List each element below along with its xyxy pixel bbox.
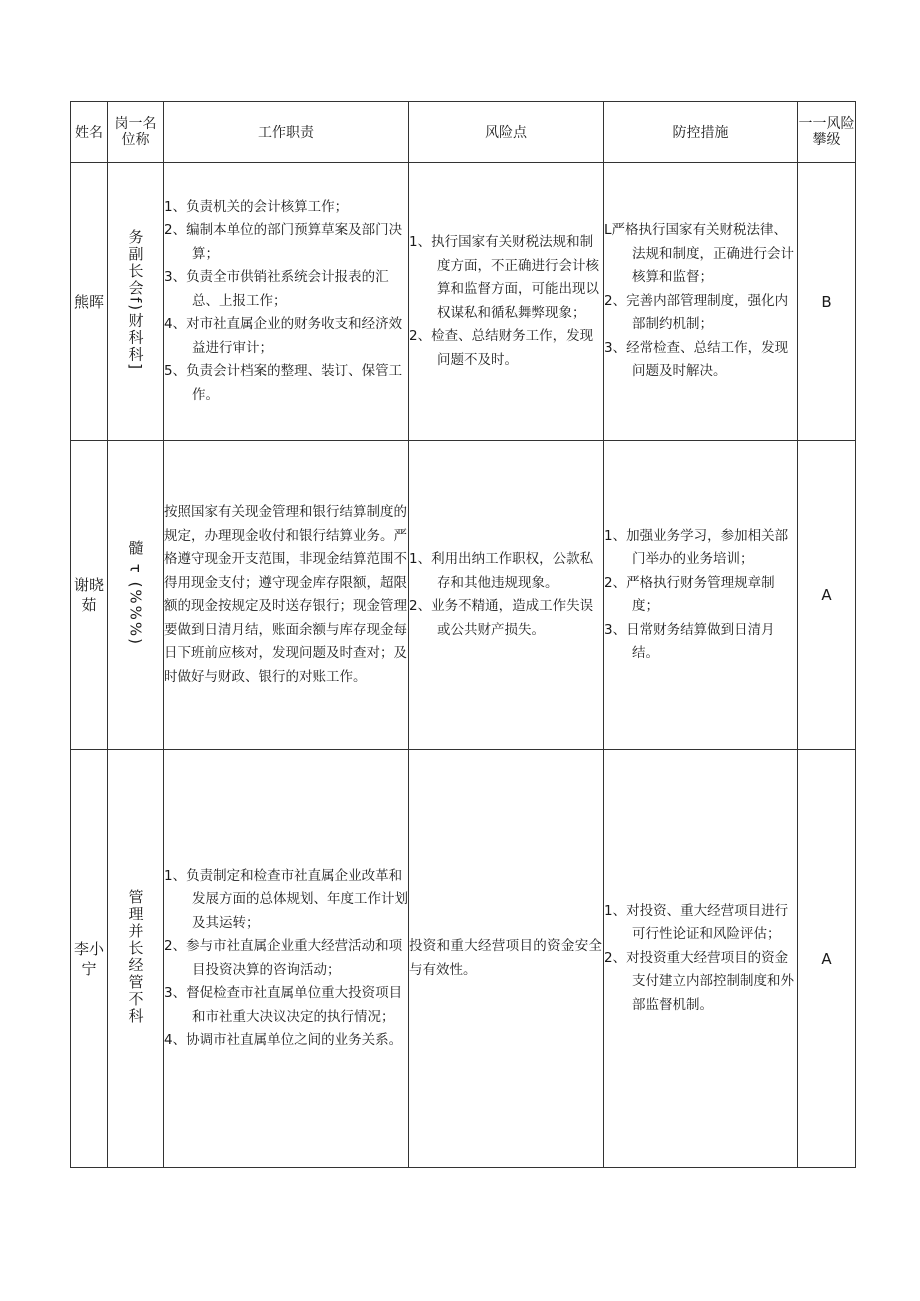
measure-item: 2、严格执行财务管理规章制度；: [604, 574, 775, 614]
header-measures: 防控措施: [604, 102, 798, 163]
position-cell: [108, 441, 164, 750]
duty-item: 3、督促检查市社直属单位重大投资项目和市社重大决议决定的执行情况；: [164, 985, 403, 1025]
risk-item: 2、业务不精通，造成工作失误或公共财产损失。: [409, 598, 594, 638]
header-duties: 工作职责: [164, 102, 409, 163]
duties-cell: [164, 441, 409, 750]
risk-control-table: [70, 101, 856, 1168]
measure-item: 3、日常财务结算做到日清月结。: [604, 621, 775, 661]
duties-cell: [164, 750, 409, 1168]
position-title: 务副长会f)财科科]: [126, 228, 145, 371]
measure-item: 3、经常检查、总结工作，发现问题及时解决。: [604, 339, 789, 380]
table-row: [71, 441, 856, 750]
duty-item: 4、对市社直属企业的财务收支和经济效益进行审计；: [164, 316, 403, 356]
duty-item: 1、负责制定和检查市社直属企业改革和发展方面的总体规划、年度工作计划及其运转；: [164, 867, 408, 931]
duty-item: 3、负责全市供销社系统会计报表的汇总、上报工作；: [164, 269, 389, 309]
measures-cell: [604, 163, 798, 441]
header-risk-points: 风险点: [409, 102, 604, 163]
measure-item: 1、对投资、重大经营项目进行可行性论证和风险评估；: [604, 902, 789, 943]
measure-item: L严格执行国家有关财税法律、法规和制度，正确进行会计核算和监督；: [604, 222, 794, 286]
staff-name: 熊晖: [71, 163, 108, 441]
header-name: 姓名: [71, 102, 108, 163]
position-cell: [108, 163, 164, 441]
risk-level: B: [798, 163, 856, 441]
measure-item: 1、加强业务学习，参加相关部门举办的业务培训；: [604, 527, 789, 567]
header-row: [71, 102, 856, 163]
position-title: 髓 τ (%%%): [126, 539, 145, 647]
position-title: 管理并长经管不科: [126, 888, 145, 1025]
measure-item: 2、完善内部管理制度，强化内部制约机制；: [604, 292, 789, 333]
header-risk-level: 一一风险攀级: [798, 102, 856, 163]
duty-item: 5、负责会计档案的整理、装订、保管工作。: [164, 363, 403, 403]
measure-item: 2、对投资重大经营项目的资金支付建立内部控制制度和外部监督机制。: [604, 949, 794, 1013]
duty-item: 2、编制本单位的部门预算草案及部门决算；: [164, 222, 403, 262]
duty-item: 1、负责机关的会计核算工作；: [164, 198, 349, 215]
risk-points-cell: [409, 163, 604, 441]
duty-item: 2、参与市社直属企业重大经营活动和项目投资决算的咨询活动；: [164, 938, 403, 978]
staff-name: 谢晓茹: [71, 441, 108, 750]
staff-name: 李小宁: [71, 750, 108, 1168]
table-row: [71, 163, 856, 441]
risk-item: 1、执行国家有关财税法规和制度方面，不正确进行会计核算和监督方面，可能出现以权谋私和循私舞弊现象；: [409, 234, 599, 321]
risk-points-cell: [409, 441, 604, 750]
measures-cell: [604, 750, 798, 1168]
risk-paragraph: 投资和重大经营项目的资金安全与有效性。: [409, 938, 602, 978]
risk-item: 2、检查、总结财务工作，发现问题不及时。: [409, 328, 594, 368]
position-cell: [108, 750, 164, 1168]
risk-points-cell: [409, 750, 604, 1168]
duty-item: 4、协调市社直属单位之间的业务关系。: [164, 1032, 403, 1048]
risk-item: 1、利用出纳工作职权，公款私存和其他违规现象。: [409, 551, 594, 591]
risk-level: A: [798, 441, 856, 750]
duties-cell: [164, 163, 409, 441]
risk-level: A: [798, 750, 856, 1168]
duties-paragraph: 按照国家有关现金管理和银行结算制度的规定，办理现金收付和银行结算业务。严格遵守现金开支范围，非现金结算范围不得用现金支付；遵守现金库存限额，超限额的现金按规定及时送存银行；现金管理要做到日清月结，账面余额与库存现金每日下班前应核对，发现问题及时查对；及时做好与财政、银行的对账工作。: [164, 504, 407, 685]
measures-cell: [604, 441, 798, 750]
header-position: 岗一名位称: [108, 102, 164, 163]
table-row: [71, 750, 856, 1168]
